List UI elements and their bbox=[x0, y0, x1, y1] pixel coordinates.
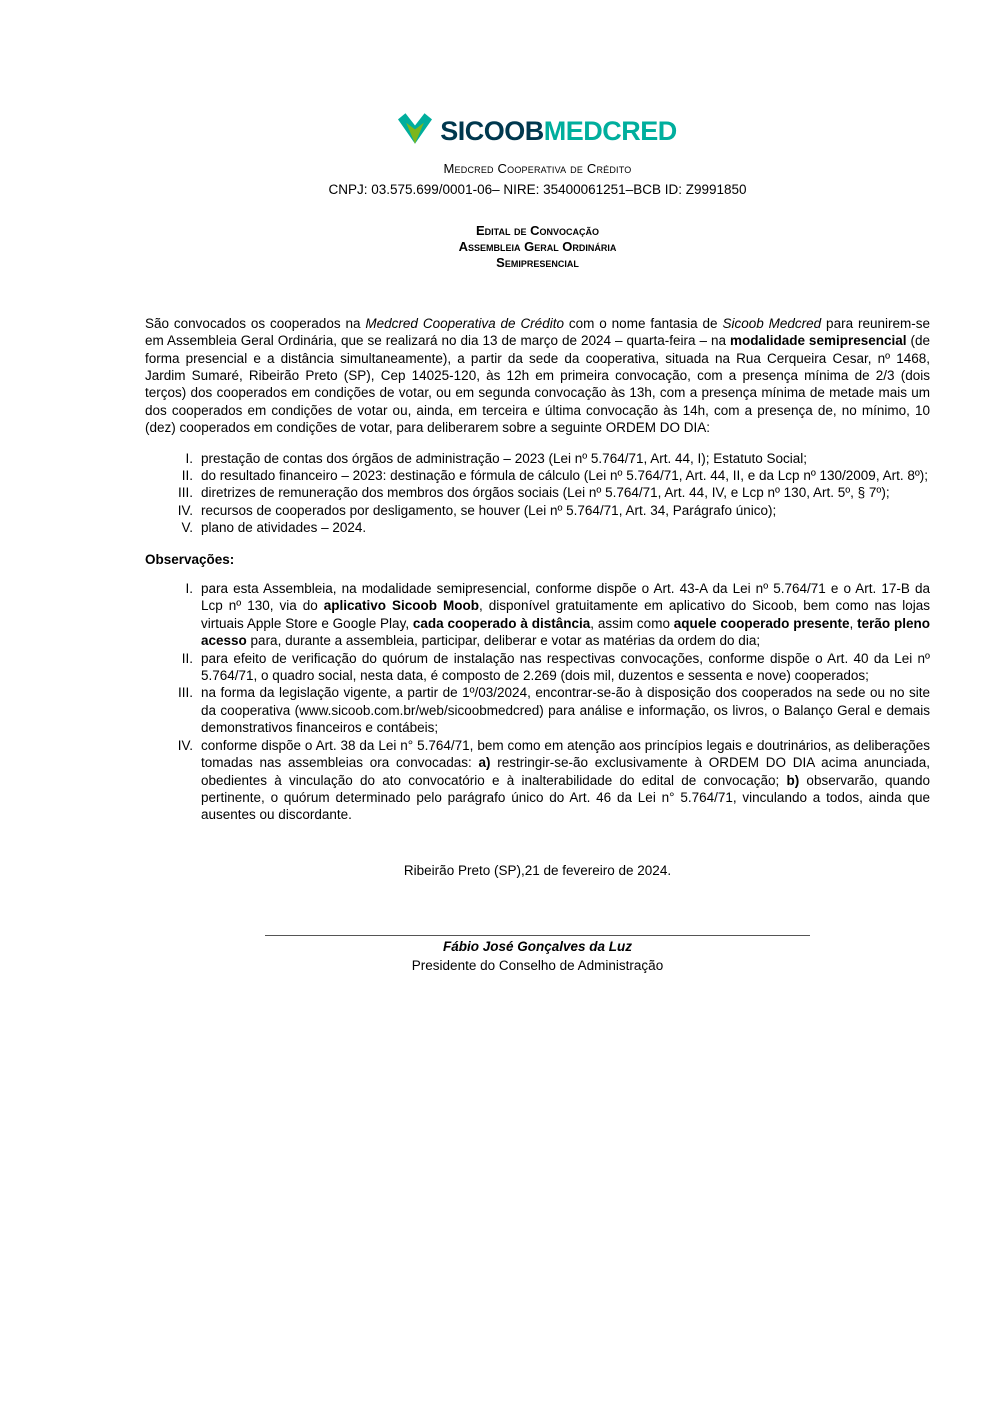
list-marker: III. bbox=[177, 485, 193, 501]
observation-item bbox=[145, 650, 930, 685]
observation-item bbox=[145, 580, 930, 650]
text-segment: , disponível gratuitamente em aplicativo do Sicoob, bem como nas lojas virtuais Apple Store e Google Play, bbox=[201, 598, 931, 631]
list-marker: II. bbox=[181, 650, 193, 666]
observations-heading: Observações: bbox=[145, 551, 235, 567]
list-item-text bbox=[201, 684, 930, 736]
agenda-item bbox=[145, 519, 930, 536]
agenda-item bbox=[145, 467, 930, 484]
list-item-text bbox=[201, 580, 930, 650]
text-segment: aquele cooperado presente bbox=[673, 615, 850, 631]
text-segment: na forma da legislação vigente, a partir de 1º/03/2024, encontrar-se-ão à disposição dos cooperados na sede ou no site da cooperativa (www.sicoob.com.br/web/sicoobmedcred) para análise e informação, os livros, o Balanço Geral e demais demonstrativos financeiros e contábeis; bbox=[201, 685, 930, 736]
signature-role: Presidente do Conselho de Administração bbox=[411, 957, 664, 973]
text-segment: para reunirem-se em Assembleia Geral Ordinária, que se realizará no dia 13 de março de 2024 – quarta-feira – na bbox=[145, 315, 930, 349]
text-segment: restringir-se-ão exclusivamente à ORDEM DO DIA acima anunciada, obedientes à vinculação do ato convocatório e à inalterabilidade do edital de convocação; bbox=[201, 755, 930, 788]
list-item-text bbox=[201, 737, 930, 824]
list-marker: II. bbox=[181, 468, 193, 483]
doc-title-line-3: Semipresencial bbox=[496, 254, 579, 270]
document-title-block bbox=[145, 223, 930, 271]
signature-name: Fábio José Gonçalves da Luz bbox=[442, 939, 633, 955]
text-segment: conforme dispõe o Art. 38 da Lei n° 5.764/71, bem como em atenção aos princípios legais e doutrinários, as deliberações tomadas nas assembleias ora convocadas: bbox=[201, 737, 930, 771]
ordem-do-dia-list bbox=[145, 450, 930, 537]
sicoob-medcred-logo bbox=[145, 112, 930, 150]
text-segment: (de forma presencial e a distância simultaneamente), a partir da sede da cooperativa, situada na Rua Cerqueira Cesar, nº 1468, Jardim Sumaré, Ribeirão Preto (SP), Cep 14025-120, às 12h em primeira convocação, com a presença mínima de 2/3 (dois terços) dos cooperados em condições de votar, ou em segunda convocação às 13h, com a presença mínima de metade mais um dos cooperados em condições de votar ou, ainda, em terceira e última convocação às 14h, com a presença de, no mínimo, 10 (dez) cooperados em condições de votar, para deliberarem sobre a seguinte ORDEM DO DIA: bbox=[145, 333, 930, 436]
text-segment: com o nome fantasia de bbox=[563, 315, 723, 331]
list-marker: IV. bbox=[177, 502, 193, 518]
list-marker: V. bbox=[181, 520, 193, 536]
text-segment: São convocados os cooperados na bbox=[145, 315, 366, 331]
document-header bbox=[145, 112, 930, 198]
agenda-item bbox=[145, 450, 930, 467]
list-marker: I. bbox=[185, 450, 193, 466]
text-segment: , assim como bbox=[590, 615, 674, 631]
observation-item bbox=[145, 684, 930, 736]
text-segment: para esta Assembleia, na modalidade semipresencial, conforme dispõe o Art. 43-A da Lei nº 5.764/71 e o Art. 17-B da Lcp nº 130, via do bbox=[201, 581, 930, 614]
text-segment: para, durante a assembleia, participar, deliberar e votar as matérias da ordem do dia; bbox=[246, 633, 761, 649]
list-marker: I. bbox=[185, 581, 193, 597]
agenda-item bbox=[145, 502, 930, 519]
text-segment: Sicoob Medcred bbox=[722, 315, 822, 331]
logo-wordmark bbox=[440, 114, 677, 149]
doc-title-line-1: Edital de Convocação bbox=[475, 223, 600, 239]
list-item-text bbox=[201, 650, 930, 685]
text-segment: modalidade semipresencial bbox=[729, 333, 907, 349]
text-segment: cada cooperado à distância bbox=[412, 615, 591, 631]
list-item-text: prestação de contas dos órgãos de administração – 2023 (Lei nº 5.764/71, Art. 44, I); Estatuto Social; bbox=[201, 450, 808, 466]
text-segment: terão pleno acesso bbox=[201, 615, 930, 649]
signature-line bbox=[265, 935, 810, 936]
logo-text-medcred: MEDCRED bbox=[543, 115, 677, 146]
text-segment: b) bbox=[786, 772, 800, 788]
text-segment: a) bbox=[478, 755, 491, 771]
list-item-text: do resultado financeiro – 2023: destinação e fórmula de cálculo (Lei nº 5.764/71, Art. 44, II, e da Lcp nº 130/2009, Art. 8º); bbox=[201, 468, 929, 483]
sicoob-logo-icon bbox=[398, 113, 432, 148]
list-marker: IV. bbox=[177, 737, 193, 753]
doc-title-line-2: Assembleia Geral Ordinária bbox=[458, 239, 617, 255]
observations-list bbox=[145, 580, 930, 824]
logo-text-sicoob: SICOOB bbox=[440, 115, 544, 146]
text-segment: aplicativo Sicoob Moob bbox=[323, 598, 480, 614]
date-line: Ribeirão Preto (SP),21 de fevereiro de 2024. bbox=[403, 862, 672, 878]
text-segment: , bbox=[849, 615, 858, 631]
org-registration: CNPJ: 03.575.699/0001-06– NIRE: 35400061251–BCB ID: Z9991850 bbox=[328, 181, 747, 197]
list-item-text: recursos de cooperados por desligamento, se houver (Lei nº 5.764/71, Art. 34, Parágrafo único); bbox=[201, 502, 777, 518]
agenda-item bbox=[145, 484, 930, 501]
observation-item bbox=[145, 737, 930, 824]
text-segment: observarão, quando pertinente, o quórum determinado pelo parágrafo único do Art. 46 da Lei n° 5.764/71, vinculando a todos, ainda que ausentes ou discordante. bbox=[201, 772, 930, 823]
list-item-text: plano de atividades – 2024. bbox=[201, 520, 367, 536]
text-segment: Medcred Cooperativa de Crédito bbox=[365, 315, 564, 331]
signature-block bbox=[265, 935, 810, 974]
intro-paragraph bbox=[145, 315, 930, 437]
org-name: Medcred Cooperativa de Crédito bbox=[443, 161, 632, 176]
text-segment: para efeito de verificação do quórum de instalação nas respectivas convocações, conforme dispõe o Art. 40 da Lei nº 5.764/71, o quadro social, nesta data, é composto de 2.269 (dois mil, duzentos e sessenta e nove) cooperados; bbox=[201, 650, 930, 684]
list-item-text: diretrizes de remuneração dos membros dos órgãos sociais (Lei nº 5.764/71, Art. 44, IV, e Lcp nº 130, Art. 5º, § 7º); bbox=[201, 485, 890, 501]
list-marker: III. bbox=[177, 685, 193, 701]
